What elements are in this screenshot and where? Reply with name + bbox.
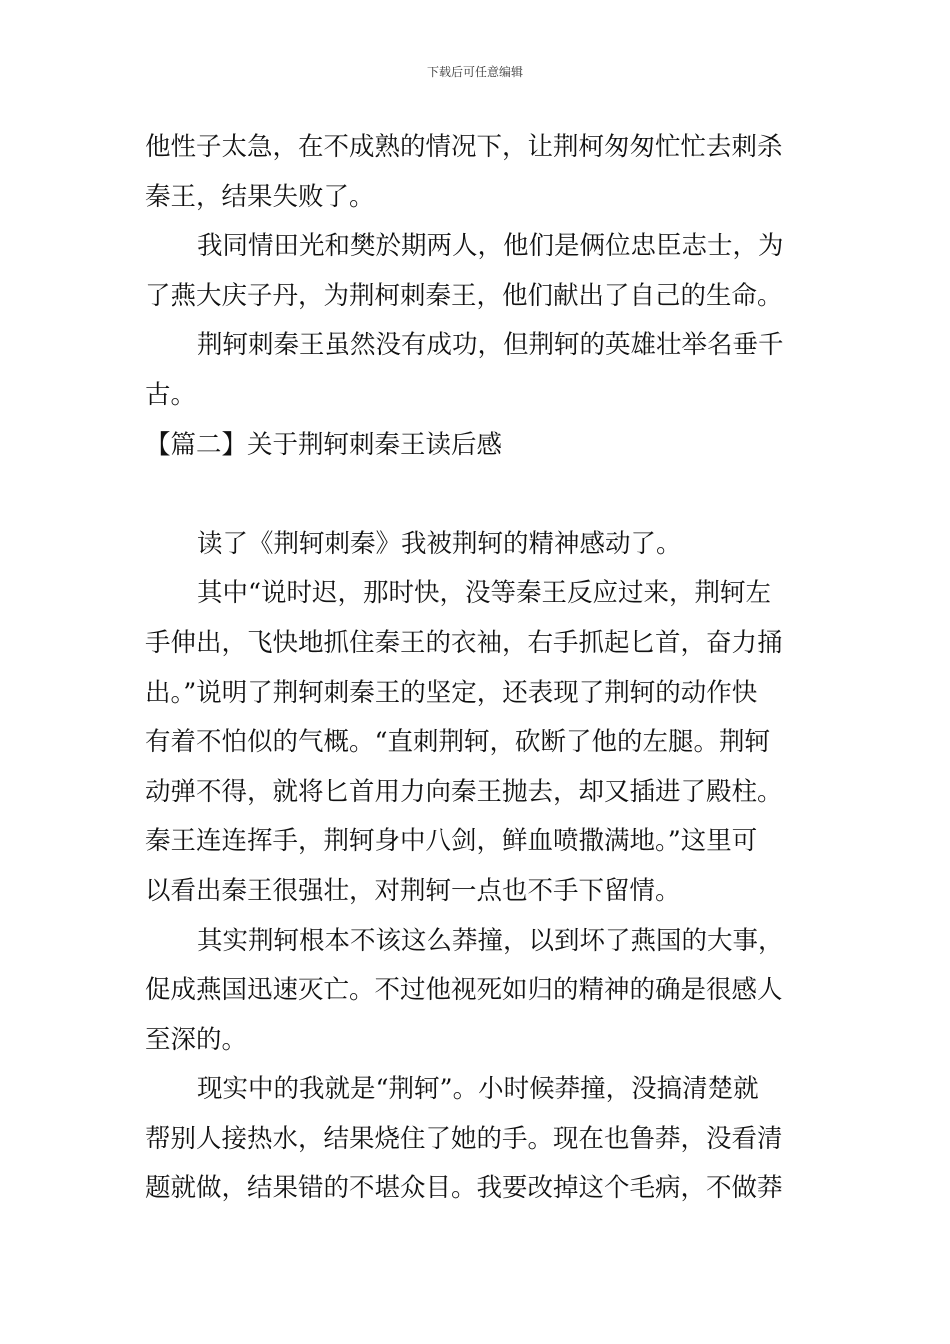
text-line: 动弹不得，就将匕首用力向秦王抛去，却又插进了殿柱。 bbox=[145, 776, 783, 807]
text-line: 促成燕国迅速灭亡。不过他视死如归的精神的确是很感人 bbox=[145, 975, 783, 1006]
text-line: 古。 bbox=[145, 379, 197, 410]
paragraph-start-line: 其中“说时迟，那时快，没等秦王反应过来，荆轲左 bbox=[197, 578, 772, 609]
text-line: 出。”说明了荆轲刺秦王的坚定，还表现了荆轲的动作快 bbox=[145, 677, 758, 708]
page-header: 下载后可任意编辑 bbox=[426, 65, 523, 79]
text-line: 他性子太急，在不成熟的情况下，让荆柯匆匆忙忙去刺杀 bbox=[145, 132, 783, 162]
text-line: 秦王连连挥手，荆轲身中八剑，鲜血喷撒满地。”这里可 bbox=[145, 826, 758, 857]
text-line: 有着不怕似的气概。“直刺荆轲，砍断了他的左腿。荆轲 bbox=[145, 727, 771, 758]
text-line: 手伸出，飞快地抓住秦王的衣袖，右手抓起匕首，奋力捅 bbox=[145, 627, 783, 658]
text-line: 秦王，结果失败了。 bbox=[145, 181, 375, 212]
paragraph-start-line: 其实荆轲根本不该这么莽撞，以到坏了燕国的大事， bbox=[197, 925, 784, 956]
paragraph-start-line: 荆轲刺秦王虽然没有成功，但荆轲的英雄壮举名垂千 bbox=[197, 330, 784, 361]
text-line: 帮别人接热水，结果烧住了她的手。现在也鲁莽，没看清 bbox=[145, 1123, 783, 1154]
document-body bbox=[145, 127, 807, 1218]
text-line: 了燕大庆子丹，为荆柯刺秦王，他们献出了自己的生命。 bbox=[145, 280, 783, 311]
text-line: 至深的。 bbox=[145, 1024, 248, 1055]
text-line: 以看出秦王很强壮，对荆轲一点也不手下留情。 bbox=[145, 875, 681, 906]
blank-line bbox=[145, 474, 807, 524]
paragraph-start-line: 现实中的我就是“荆轲”。小时候莽撞，没搞清楚就 bbox=[197, 1074, 759, 1105]
paragraph-start-line: 读了《荆轲刺秦》我被荆轲的精神感动了。 bbox=[197, 528, 682, 559]
text-line: 题就做，结果错的不堪众目。我要改掉这个毛病，不做莽 bbox=[145, 1173, 783, 1204]
paragraph-start-line: 我同情田光和樊於期两人，他们是俩位忠臣志士，为 bbox=[197, 231, 784, 262]
section-heading: 【篇二】关于荆轲刺秦王读后感 bbox=[145, 429, 503, 460]
